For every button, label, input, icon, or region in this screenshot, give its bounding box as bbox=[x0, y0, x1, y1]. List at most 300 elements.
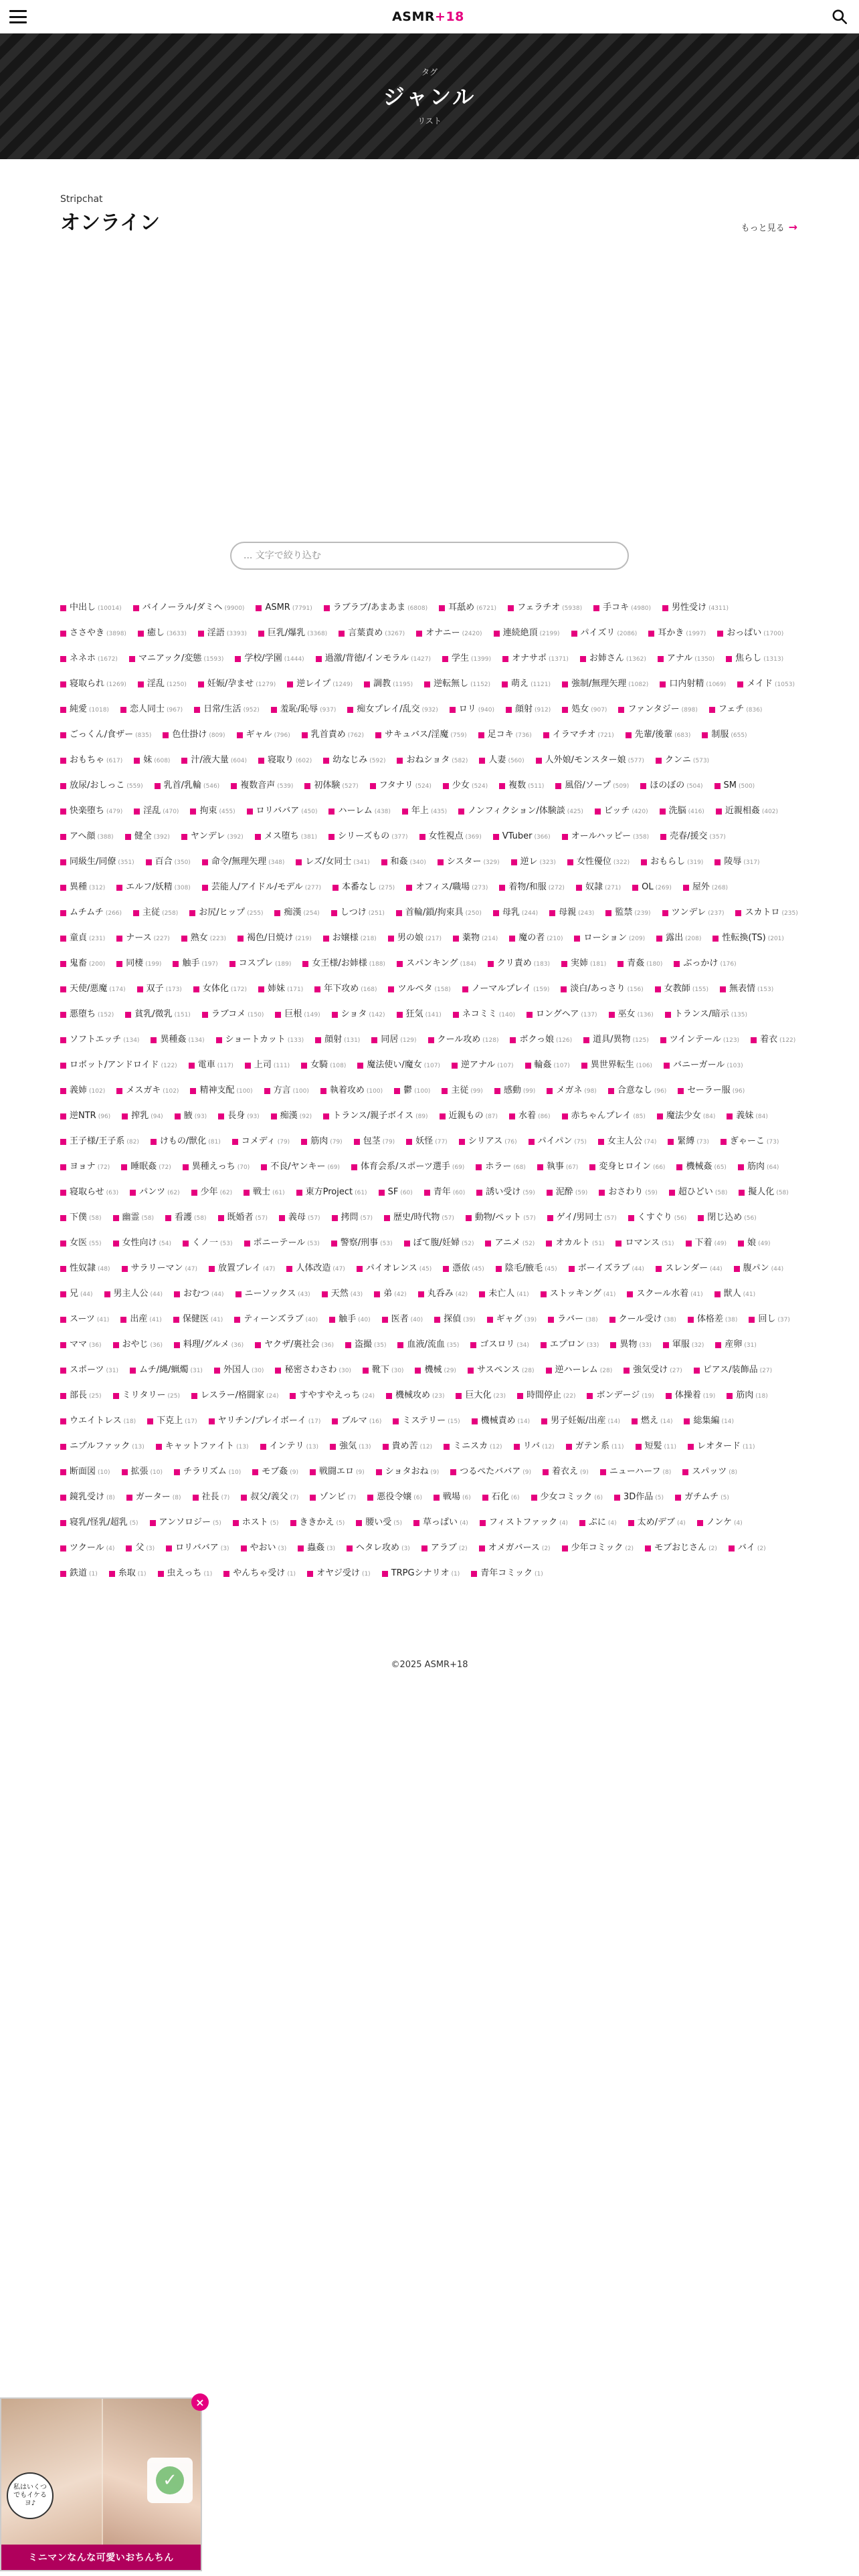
tag-link[interactable] bbox=[351, 1158, 464, 1176]
tag-link[interactable] bbox=[301, 1057, 346, 1075]
tag-link[interactable] bbox=[244, 1235, 320, 1253]
tag-link[interactable] bbox=[116, 930, 170, 948]
tag-link[interactable] bbox=[443, 777, 488, 795]
tag-link[interactable] bbox=[462, 980, 550, 998]
tag-link[interactable] bbox=[151, 1133, 221, 1151]
tag-link[interactable] bbox=[683, 879, 728, 897]
tag-link[interactable] bbox=[223, 1565, 296, 1583]
tag-link[interactable] bbox=[525, 1057, 570, 1075]
tag-link[interactable] bbox=[450, 1463, 531, 1481]
tag-link[interactable] bbox=[214, 1362, 264, 1380]
tag-link[interactable] bbox=[233, 1514, 279, 1532]
tag-link[interactable] bbox=[562, 828, 650, 846]
tag-link[interactable] bbox=[714, 777, 755, 795]
tag-link[interactable] bbox=[256, 599, 312, 617]
tag-link[interactable] bbox=[237, 726, 290, 744]
tag-link[interactable] bbox=[424, 675, 490, 693]
tag-link[interactable] bbox=[598, 1133, 657, 1151]
tag-link[interactable] bbox=[202, 1006, 264, 1024]
tag-link[interactable] bbox=[476, 1184, 535, 1202]
tag-link[interactable] bbox=[60, 1514, 138, 1532]
tag-link[interactable] bbox=[193, 1489, 230, 1507]
tag-link[interactable] bbox=[189, 904, 263, 922]
tag-link[interactable] bbox=[668, 1133, 709, 1151]
tag-link[interactable] bbox=[610, 1336, 652, 1354]
tag-link[interactable] bbox=[134, 802, 179, 821]
tag-link[interactable] bbox=[264, 1082, 309, 1100]
tag-link[interactable] bbox=[702, 726, 747, 744]
tag-link[interactable] bbox=[562, 675, 648, 693]
tag-link[interactable] bbox=[738, 1235, 771, 1253]
tag-link[interactable] bbox=[547, 1209, 617, 1227]
tag-link[interactable] bbox=[675, 1489, 729, 1507]
tag-link[interactable] bbox=[60, 625, 126, 643]
tag-link[interactable] bbox=[296, 853, 369, 871]
tag-link[interactable] bbox=[134, 752, 170, 770]
tag-link[interactable] bbox=[406, 1133, 448, 1151]
tag-link[interactable] bbox=[155, 777, 220, 795]
tag-link[interactable] bbox=[357, 1260, 432, 1278]
tag-link[interactable] bbox=[443, 1260, 484, 1278]
tag-link[interactable] bbox=[468, 1362, 535, 1380]
tag-link[interactable] bbox=[324, 599, 427, 617]
tag-link[interactable] bbox=[191, 1184, 233, 1202]
tag-link[interactable] bbox=[440, 1107, 498, 1125]
tag-link[interactable] bbox=[244, 1184, 285, 1202]
tag-link[interactable] bbox=[189, 1057, 233, 1075]
tag-link[interactable] bbox=[316, 650, 431, 668]
tag-link[interactable] bbox=[235, 650, 304, 668]
tag-link[interactable] bbox=[502, 650, 569, 668]
tag-link[interactable] bbox=[290, 1387, 375, 1405]
tag-link[interactable] bbox=[609, 1006, 654, 1024]
tag-link[interactable] bbox=[113, 1235, 172, 1253]
tag-link[interactable] bbox=[174, 1336, 244, 1354]
tag-link[interactable] bbox=[307, 1565, 371, 1583]
tag-link[interactable] bbox=[216, 1031, 304, 1049]
tag-link[interactable] bbox=[636, 1438, 677, 1456]
tag-link[interactable] bbox=[589, 1158, 665, 1176]
tag-link[interactable] bbox=[314, 980, 377, 998]
tag-link[interactable] bbox=[418, 1285, 468, 1303]
tag-link[interactable] bbox=[688, 1311, 738, 1329]
tag-link[interactable] bbox=[175, 1107, 207, 1125]
tag-link[interactable] bbox=[737, 675, 795, 693]
tag-link[interactable] bbox=[419, 828, 482, 846]
tag-link[interactable] bbox=[347, 701, 438, 719]
tag-link[interactable] bbox=[624, 1362, 682, 1380]
tag-link[interactable] bbox=[480, 1514, 568, 1532]
tag-link[interactable] bbox=[301, 1133, 343, 1151]
tag-link[interactable] bbox=[218, 1209, 268, 1227]
tag-link[interactable] bbox=[150, 1514, 221, 1532]
tag-link[interactable] bbox=[714, 1285, 756, 1303]
tag-link[interactable] bbox=[509, 1107, 551, 1125]
tag-link[interactable] bbox=[104, 1285, 163, 1303]
tag-link[interactable] bbox=[158, 1565, 213, 1583]
tag-link[interactable] bbox=[442, 1082, 483, 1100]
more-link[interactable] bbox=[741, 221, 797, 233]
tag-link[interactable] bbox=[424, 1184, 466, 1202]
tag-link[interactable] bbox=[116, 1082, 179, 1100]
tag-link[interactable] bbox=[678, 1082, 745, 1100]
tag-link[interactable] bbox=[686, 1235, 727, 1253]
tag-link[interactable] bbox=[566, 1438, 624, 1456]
tag-link[interactable] bbox=[487, 1311, 537, 1329]
tag-link[interactable] bbox=[247, 802, 318, 821]
tag-link[interactable] bbox=[133, 599, 245, 617]
tag-link[interactable] bbox=[328, 802, 390, 821]
tag-link[interactable] bbox=[587, 1387, 654, 1405]
tag-link[interactable] bbox=[496, 1260, 557, 1278]
tag-link[interactable] bbox=[479, 752, 524, 770]
tag-link[interactable] bbox=[60, 930, 105, 948]
tag-link[interactable] bbox=[712, 930, 784, 948]
tag-link[interactable] bbox=[416, 625, 482, 643]
tag-link[interactable] bbox=[476, 1158, 526, 1176]
tag-link[interactable] bbox=[241, 1489, 298, 1507]
tag-link[interactable] bbox=[218, 1107, 260, 1125]
tag-link[interactable] bbox=[735, 904, 797, 922]
tag-link[interactable] bbox=[664, 1057, 743, 1075]
tag-link[interactable] bbox=[546, 1362, 613, 1380]
tag-link[interactable] bbox=[470, 1336, 529, 1354]
tag-link[interactable] bbox=[555, 777, 629, 795]
tag-link[interactable] bbox=[209, 1412, 321, 1430]
tag-link[interactable] bbox=[229, 955, 292, 973]
tag-link[interactable] bbox=[356, 1514, 402, 1532]
tag-link[interactable] bbox=[751, 1031, 795, 1049]
tag-link[interactable] bbox=[715, 1336, 757, 1354]
tag-link[interactable] bbox=[60, 802, 122, 821]
tag-link[interactable] bbox=[656, 930, 701, 948]
tag-link[interactable] bbox=[235, 1285, 310, 1303]
tag-link[interactable] bbox=[60, 1412, 136, 1430]
tag-link[interactable] bbox=[541, 1285, 616, 1303]
tag-link[interactable] bbox=[191, 1387, 278, 1405]
tag-link[interactable] bbox=[181, 930, 226, 948]
tag-link[interactable] bbox=[183, 1235, 233, 1253]
ad-popup[interactable] bbox=[0, 2397, 202, 2571]
tag-link[interactable] bbox=[397, 1006, 442, 1024]
tag-link[interactable] bbox=[648, 625, 706, 643]
tag-link[interactable] bbox=[382, 1565, 460, 1583]
tag-link[interactable] bbox=[60, 1260, 110, 1278]
tag-link[interactable] bbox=[332, 879, 395, 897]
tag-link[interactable] bbox=[60, 675, 126, 693]
tag-link[interactable] bbox=[138, 625, 187, 643]
tag-link[interactable] bbox=[439, 599, 496, 617]
tag-link[interactable] bbox=[323, 752, 385, 770]
tag-link[interactable] bbox=[202, 853, 285, 871]
tag-link[interactable] bbox=[116, 879, 191, 897]
tag-link[interactable] bbox=[509, 930, 563, 948]
tag-link[interactable] bbox=[379, 1184, 413, 1202]
tag-link[interactable] bbox=[655, 980, 708, 998]
tag-link[interactable] bbox=[716, 802, 778, 821]
tag-link[interactable] bbox=[632, 1412, 673, 1430]
tag-link[interactable] bbox=[151, 1031, 204, 1049]
tag-link[interactable] bbox=[60, 1285, 93, 1303]
tag-link[interactable] bbox=[60, 1057, 177, 1075]
tag-link[interactable] bbox=[241, 1539, 287, 1558]
tag-link[interactable] bbox=[183, 1158, 250, 1176]
tag-link[interactable] bbox=[442, 650, 491, 668]
tag-link[interactable] bbox=[517, 1387, 576, 1405]
tag-link[interactable] bbox=[662, 599, 729, 617]
tag-link[interactable] bbox=[181, 828, 244, 846]
tag-link[interactable] bbox=[60, 1107, 110, 1125]
tag-link[interactable] bbox=[122, 1260, 198, 1278]
tag-link[interactable] bbox=[129, 650, 223, 668]
tag-link[interactable] bbox=[382, 1311, 423, 1329]
tag-link[interactable] bbox=[60, 752, 122, 770]
tag-link[interactable] bbox=[364, 675, 413, 693]
tag-link[interactable] bbox=[371, 1031, 416, 1049]
tag-link[interactable] bbox=[126, 1489, 181, 1507]
tag-link[interactable] bbox=[271, 1107, 312, 1125]
tag-link[interactable] bbox=[660, 1031, 739, 1049]
tag-link[interactable] bbox=[166, 1539, 229, 1558]
tag-link[interactable] bbox=[332, 1006, 385, 1024]
tag-link[interactable] bbox=[694, 1362, 772, 1380]
tag-link[interactable] bbox=[466, 1209, 536, 1227]
tag-link[interactable] bbox=[113, 1209, 155, 1227]
tag-link[interactable] bbox=[231, 777, 293, 795]
tag-link[interactable] bbox=[453, 1006, 515, 1024]
tag-link[interactable] bbox=[562, 1539, 634, 1558]
tag-link[interactable] bbox=[60, 1463, 110, 1481]
tag-link[interactable] bbox=[190, 1082, 252, 1100]
tag-link[interactable] bbox=[125, 828, 170, 846]
tag-link[interactable] bbox=[574, 930, 645, 948]
tag-link[interactable] bbox=[580, 650, 646, 668]
tag-link[interactable] bbox=[302, 726, 364, 744]
tag-link[interactable] bbox=[749, 1311, 790, 1329]
tag-link[interactable] bbox=[388, 930, 442, 948]
tag-link[interactable] bbox=[546, 1235, 604, 1253]
tag-link[interactable] bbox=[438, 853, 500, 871]
tag-link[interactable] bbox=[384, 1209, 454, 1227]
tag-link[interactable] bbox=[627, 1285, 702, 1303]
tag-link[interactable] bbox=[331, 904, 385, 922]
tag-link[interactable] bbox=[174, 1463, 241, 1481]
tag-link[interactable] bbox=[729, 1539, 766, 1558]
tag-link[interactable] bbox=[628, 1209, 687, 1227]
tag-link[interactable] bbox=[488, 955, 550, 973]
tag-link[interactable] bbox=[640, 777, 702, 795]
tag-link[interactable] bbox=[479, 1539, 551, 1558]
tag-link[interactable] bbox=[165, 1209, 207, 1227]
tag-link[interactable] bbox=[357, 1057, 440, 1075]
tag-link[interactable] bbox=[682, 1463, 737, 1481]
tag-link[interactable] bbox=[120, 701, 183, 719]
tag-link[interactable] bbox=[60, 879, 105, 897]
tag-link[interactable] bbox=[720, 980, 773, 998]
tag-link[interactable] bbox=[60, 1362, 118, 1380]
tag-link[interactable] bbox=[60, 1184, 118, 1202]
tag-link[interactable] bbox=[657, 1107, 716, 1125]
tag-link[interactable] bbox=[274, 904, 319, 922]
tag-link[interactable] bbox=[60, 1006, 114, 1024]
search-icon[interactable] bbox=[830, 7, 850, 27]
tag-link[interactable] bbox=[190, 802, 235, 821]
tag-link[interactable] bbox=[499, 879, 565, 897]
tag-link[interactable] bbox=[60, 980, 126, 998]
tag-filter-input[interactable] bbox=[230, 542, 629, 570]
tag-link[interactable] bbox=[198, 625, 247, 643]
tag-link[interactable] bbox=[600, 1463, 671, 1481]
tag-link[interactable] bbox=[261, 1158, 340, 1176]
tag-link[interactable] bbox=[234, 1311, 318, 1329]
tag-link[interactable] bbox=[543, 1463, 589, 1481]
tag-link[interactable] bbox=[599, 1184, 658, 1202]
tag-link[interactable] bbox=[116, 955, 161, 973]
tag-link[interactable] bbox=[322, 1285, 363, 1303]
tag-link[interactable] bbox=[60, 650, 118, 668]
tag-link[interactable] bbox=[147, 1412, 197, 1430]
tag-link[interactable] bbox=[479, 1285, 529, 1303]
tag-link[interactable] bbox=[541, 1336, 599, 1354]
tag-link[interactable] bbox=[202, 879, 321, 897]
tag-link[interactable] bbox=[397, 752, 468, 770]
tag-link[interactable] bbox=[394, 1082, 430, 1100]
tag-link[interactable] bbox=[662, 904, 725, 922]
tag-link[interactable] bbox=[452, 1057, 514, 1075]
tag-link[interactable] bbox=[734, 1260, 784, 1278]
tag-link[interactable] bbox=[576, 879, 621, 897]
tag-link[interactable] bbox=[323, 1107, 427, 1125]
tag-link[interactable] bbox=[536, 752, 644, 770]
tag-link[interactable] bbox=[194, 701, 260, 719]
tag-link[interactable] bbox=[529, 1133, 587, 1151]
tag-link[interactable] bbox=[562, 701, 607, 719]
tag-link[interactable] bbox=[428, 1031, 499, 1049]
tag-link[interactable] bbox=[404, 1235, 474, 1253]
tag-link[interactable] bbox=[329, 1311, 371, 1329]
tag-link[interactable] bbox=[579, 1514, 617, 1532]
tag-link[interactable] bbox=[315, 1031, 360, 1049]
tag-link[interactable] bbox=[146, 853, 191, 871]
tag-link[interactable] bbox=[434, 1489, 471, 1507]
tag-link[interactable] bbox=[60, 1387, 102, 1405]
tag-link[interactable] bbox=[310, 1489, 356, 1507]
tag-link[interactable] bbox=[666, 1387, 716, 1405]
tag-link[interactable] bbox=[60, 1082, 105, 1100]
tag-link[interactable] bbox=[125, 1006, 191, 1024]
tag-link[interactable] bbox=[163, 726, 225, 744]
tag-link[interactable] bbox=[547, 1082, 597, 1100]
tag-link[interactable] bbox=[181, 752, 247, 770]
tag-link[interactable] bbox=[397, 1336, 459, 1354]
tag-link[interactable] bbox=[328, 828, 408, 846]
tag-link[interactable] bbox=[406, 879, 488, 897]
tag-link[interactable] bbox=[330, 1438, 371, 1456]
tag-link[interactable] bbox=[275, 1006, 320, 1024]
tag-link[interactable] bbox=[138, 675, 187, 693]
tag-link[interactable] bbox=[658, 650, 714, 668]
tag-link[interactable] bbox=[121, 1158, 171, 1176]
tag-link[interactable] bbox=[60, 599, 122, 617]
tag-link[interactable] bbox=[609, 1311, 676, 1329]
tag-link[interactable] bbox=[472, 1412, 531, 1430]
tag-link[interactable] bbox=[173, 1311, 223, 1329]
tag-link[interactable] bbox=[663, 1336, 704, 1354]
tag-link[interactable] bbox=[296, 1184, 367, 1202]
tag-link[interactable] bbox=[444, 1438, 502, 1456]
tag-link[interactable] bbox=[130, 1362, 203, 1380]
tag-link[interactable] bbox=[645, 1539, 717, 1558]
tag-link[interactable] bbox=[258, 625, 327, 643]
tag-link[interactable] bbox=[354, 1133, 395, 1151]
tag-link[interactable] bbox=[709, 701, 763, 719]
tag-link[interactable] bbox=[122, 1463, 163, 1481]
tag-link[interactable] bbox=[615, 1235, 674, 1253]
tag-link[interactable] bbox=[478, 726, 532, 744]
tag-link[interactable] bbox=[60, 1158, 110, 1176]
tag-link[interactable] bbox=[376, 1463, 440, 1481]
tag-link[interactable] bbox=[60, 1565, 98, 1583]
tag-link[interactable] bbox=[397, 955, 476, 973]
tag-link[interactable] bbox=[502, 675, 551, 693]
tag-link[interactable] bbox=[347, 1539, 410, 1558]
tag-link[interactable] bbox=[581, 1057, 652, 1075]
tag-link[interactable] bbox=[458, 802, 583, 821]
tag-link[interactable] bbox=[499, 777, 544, 795]
tag-link[interactable] bbox=[571, 625, 638, 643]
tag-link[interactable] bbox=[494, 625, 560, 643]
tag-link[interactable] bbox=[198, 675, 276, 693]
tag-link[interactable] bbox=[561, 955, 606, 973]
tag-link[interactable] bbox=[698, 1209, 757, 1227]
tag-link[interactable] bbox=[374, 1285, 407, 1303]
tag-link[interactable] bbox=[656, 1260, 723, 1278]
tag-link[interactable] bbox=[60, 1489, 115, 1507]
tag-link[interactable] bbox=[60, 777, 143, 795]
tag-link[interactable] bbox=[60, 955, 105, 973]
tag-link[interactable] bbox=[109, 1565, 147, 1583]
tag-link[interactable] bbox=[415, 1362, 456, 1380]
tag-link[interactable] bbox=[510, 1031, 572, 1049]
tag-link[interactable] bbox=[60, 1235, 102, 1253]
tag-link[interactable] bbox=[482, 1489, 520, 1507]
tag-link[interactable] bbox=[60, 828, 114, 846]
site-logo[interactable] bbox=[392, 9, 464, 24]
tag-link[interactable] bbox=[669, 1184, 728, 1202]
tag-link[interactable] bbox=[514, 1438, 555, 1456]
hamburger-icon[interactable] bbox=[9, 10, 27, 23]
tag-link[interactable] bbox=[738, 1158, 779, 1176]
tag-link[interactable] bbox=[60, 1311, 109, 1329]
tag-link[interactable] bbox=[506, 701, 551, 719]
tag-link[interactable] bbox=[60, 701, 109, 719]
tag-link[interactable] bbox=[237, 930, 312, 948]
tag-link[interactable] bbox=[133, 904, 178, 922]
tag-link[interactable] bbox=[388, 980, 450, 998]
tag-link[interactable] bbox=[60, 726, 151, 744]
tag-link[interactable] bbox=[113, 1387, 181, 1405]
tag-link[interactable] bbox=[174, 1285, 224, 1303]
tag-link[interactable] bbox=[618, 701, 697, 719]
tag-link[interactable] bbox=[537, 1158, 579, 1176]
tag-link[interactable] bbox=[320, 1082, 383, 1100]
tag-link[interactable] bbox=[370, 777, 432, 795]
tag-link[interactable] bbox=[450, 701, 494, 719]
tag-link[interactable] bbox=[393, 1412, 460, 1430]
tag-link[interactable] bbox=[493, 904, 538, 922]
tag-link[interactable] bbox=[717, 625, 783, 643]
ad-close-button[interactable]: × bbox=[191, 2393, 209, 2411]
